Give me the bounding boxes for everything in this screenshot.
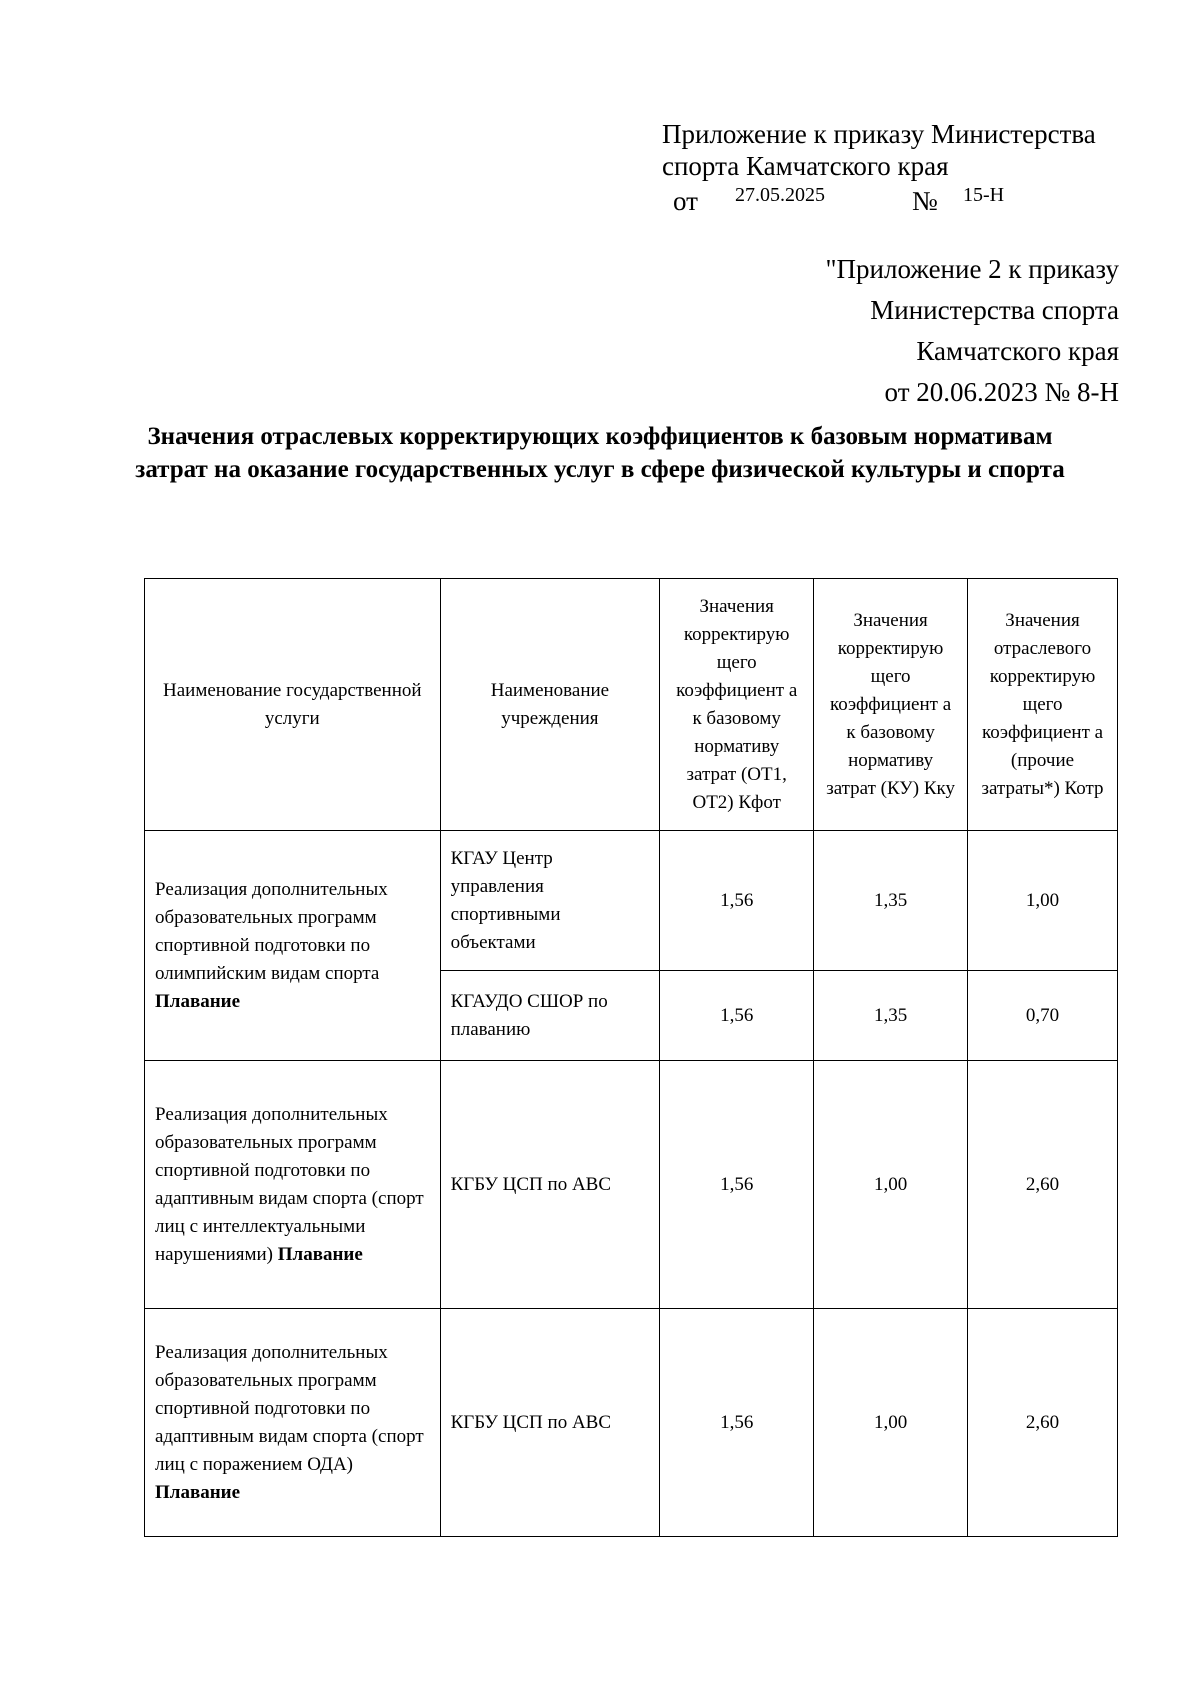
table-header-row (145, 579, 1118, 831)
kku-value: 1,35 (814, 831, 968, 971)
header-service: Наименование государственной услуги (145, 579, 441, 831)
service-name: Реализация дополнительных образовательных программ спортивной подготовки по адаптивным видам спорта (спорт лиц с поражением ОДА) (155, 1341, 424, 1475)
kfot-value: 1,56 (660, 1309, 814, 1537)
kotr-value: 0,70 (968, 971, 1118, 1061)
table-row (145, 1061, 1118, 1309)
kku-value: 1,00 (814, 1061, 968, 1309)
sport-name: Плавание (155, 1481, 241, 1503)
service-cell (145, 1061, 441, 1309)
header-kotr: Значения отраслевого корректирую щего коэффициент а (прочие затраты*) Котр (968, 579, 1118, 831)
service-name: Реализация дополнительных образовательных программ спортивной подготовки по олимпийским видам спорта (155, 878, 388, 984)
institution-cell: КГБУ ЦСП по АВС (440, 1061, 660, 1309)
sport-name: Плавание (155, 990, 241, 1012)
order-number: 15-Н (963, 184, 1005, 206)
table-row (145, 831, 1118, 971)
kfot-value: 1,56 (660, 1061, 814, 1309)
order-from-label: от (673, 186, 698, 216)
institution-cell: КГАУДО СШОР по плаванию (440, 971, 660, 1061)
institution-cell: КГАУ Центр управления спортивными объектами (440, 831, 660, 971)
order-appendix-line1: Приложение к приказу Министерства (662, 119, 1096, 149)
service-name: Реализация дополнительных образовательных программ спортивной подготовки по адаптивным видам спорта (спорт лиц с интеллектуальными нарушениями) (155, 1103, 424, 1265)
reference-line2: Министерства спорта (870, 295, 1119, 325)
reference-line4: от 20.06.2023 № 8-Н (884, 377, 1119, 407)
header-kfot: Значения корректирую щего коэффициент а к базовому нормативу затрат (ОТ1, ОТ2) Кфот (660, 579, 814, 831)
service-cell (145, 831, 441, 1061)
document-title: Значения отраслевых корректирующих коэффициентов к базовым нормативам затрат на оказание государственных услуг в сфере физической культуры и спорта (135, 423, 1065, 483)
order-appendix-line2: спорта Камчатского края (662, 151, 949, 181)
institution-cell: КГБУ ЦСП по АВС (440, 1309, 660, 1537)
sport-name: Плавание (277, 1243, 363, 1265)
order-number-label: № (912, 186, 938, 216)
kotr-value: 1,00 (968, 831, 1118, 971)
reference-line1: "Приложение 2 к приказу (825, 254, 1119, 284)
header-institution: Наименование учреждения (440, 579, 660, 831)
order-date: 27.05.2025 (735, 184, 825, 206)
kku-value: 1,00 (814, 1309, 968, 1537)
kku-value: 1,35 (814, 971, 968, 1061)
kfot-value: 1,56 (660, 831, 814, 971)
kotr-value: 2,60 (968, 1309, 1118, 1537)
kfot-value: 1,56 (660, 971, 814, 1061)
header-kku: Значения корректирую щего коэффициент а к базовому нормативу затрат (КУ) Кку (814, 579, 968, 831)
kotr-value: 2,60 (968, 1061, 1118, 1309)
coefficients-table (144, 578, 1118, 1537)
service-cell (145, 1309, 441, 1537)
table-row (145, 1309, 1118, 1537)
reference-line3: Камчатского края (916, 336, 1119, 366)
